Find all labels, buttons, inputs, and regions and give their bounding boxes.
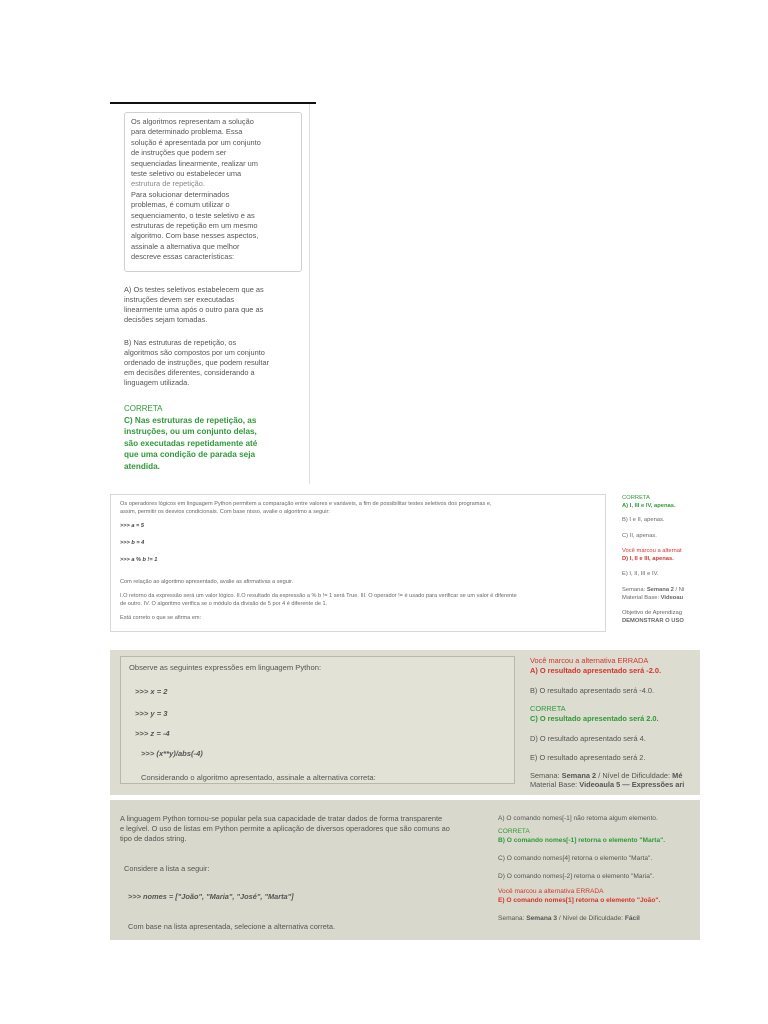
correct-line: são executadas repetidamente até: [124, 438, 258, 448]
material-info: [530, 780, 700, 790]
code-line: >>> x = 2: [135, 687, 168, 696]
intro-line: Os operadores lógicos em linguagem Python permitem a comparação entre valores e variáveis, a fim de possibilitar testes seletivos dos programas e,: [120, 501, 492, 507]
question-line: para determinado problema. Essa: [131, 127, 243, 137]
alt-a-line: linearmente uma após o outro para que as: [124, 305, 264, 314]
code-line: >>> b = 4: [120, 540, 145, 546]
answer-option-e[interactable]: E) O resultado apresentado será 2.: [530, 752, 646, 762]
week-info: [498, 914, 698, 923]
question-line: problemas, é comum utilizar o: [131, 200, 230, 210]
answer-option-b[interactable]: B) O comando nomes[-1] retorna o elemento "Marta".: [498, 837, 666, 844]
top-divider: [110, 102, 316, 104]
answer-column: [530, 656, 700, 790]
alt-a-line: decisões sejam tomadas.: [124, 315, 208, 324]
answer-option-b[interactable]: B) I e II, apenas.: [622, 517, 665, 523]
question-line: sequenciadas linearmente, realizar um: [131, 158, 258, 168]
answer-option-a[interactable]: A) O comando nomes[-1] não retorna algum elemento.: [498, 815, 658, 822]
code-line: >>> a = 5: [120, 523, 144, 529]
answer-option-b[interactable]: B) O resultado apresentado será -4.0.: [530, 685, 655, 695]
question-line: de instruções que podem ser: [131, 148, 227, 158]
question-card-logical-operators: [110, 490, 700, 642]
code-line: >>> nomes = ["João", "Maria", "José", "Marta"]: [128, 892, 294, 901]
question-line: solução é apresentada por um conjunto: [131, 137, 261, 147]
question-line: sequenciamento, o teste seletivo e as: [131, 210, 255, 220]
question-statement-box: [110, 494, 606, 632]
week-prefix: Semana:: [622, 587, 647, 593]
code-line: >>> a % b != 1: [120, 557, 158, 563]
question-card-algorithms: [110, 102, 316, 484]
alt-a-line: A) Os testes seletivos estabelecem que as: [124, 285, 264, 294]
marked-label: Você marcou a alternativa ERRADA: [530, 656, 649, 665]
week-info: [530, 771, 700, 781]
question-line: estruturas de repetição em um mesmo: [131, 221, 258, 231]
question-line: Os algoritmos representam a solução: [131, 117, 254, 126]
intro-line: tipo de dados string.: [120, 834, 187, 843]
answer-option-a[interactable]: A) I, III e IV, apenas.: [622, 503, 676, 509]
intro-line: A linguagem Python tornou-se popular pela sua capacidade de tratar dados de forma transparente: [120, 814, 443, 823]
answer-option-d[interactable]: D) O comando nomes[-2] retorna o elemento "Maria".: [498, 873, 655, 880]
week-tail: Mé: [672, 770, 683, 780]
statements-line: I.O retorno da expressão será um valor lógico. II.O resultado da expressão a % b != 1 será True. III. O operador != é usado para verificar se um valor é diferente: [120, 593, 517, 599]
correct-label: CORRETA: [124, 404, 163, 413]
answer-column: [498, 814, 698, 923]
alt-b-line: em decisões diferentes, considerando a: [124, 368, 255, 377]
correct-line: que uma condição de parada seja: [124, 450, 256, 460]
alt-b-line: linguagem utilizada.: [124, 378, 190, 387]
intro-text: Observe as seguintes expressões em linguagem Python:: [129, 663, 322, 672]
prompt-text: Com relação ao algoritmo apresentado, avalie as afirmativas a seguir.: [120, 579, 294, 585]
week-suffix: / Nível de Dificuldade:: [557, 915, 625, 922]
answer-option-c[interactable]: C) II, apenas.: [622, 533, 657, 539]
question-text: Está correto o que se afirma em:: [120, 615, 202, 621]
statements-line: de outro. IV. O algoritmo verifica se o módulo da divisão de 5 por 4 é diferente de 1.: [120, 601, 328, 607]
intro-line: assim, permitir os desvios condicionais. Com base nisso, avalie o algoritmo a seguir:: [120, 509, 330, 515]
material-prefix: Material Base:: [622, 595, 661, 601]
material-info: [622, 594, 700, 602]
intro-line: e legível. O uso de listas em Python permite a aplicação de diversos operadores que são comuns ao: [120, 824, 450, 833]
correct-line: C) Nas estruturas de repetição, as: [124, 416, 257, 425]
question-line: assinale a alternativa que melhor: [131, 241, 240, 251]
answer-option-c[interactable]: C) O resultado apresentado será 2.0.: [530, 714, 659, 724]
question-line: estrutura de repetição.: [131, 179, 205, 189]
alternative-c-correct[interactable]: [124, 415, 304, 472]
code-line: >>> z = -4: [135, 729, 170, 738]
correct-line: instruções, ou um conjunto delas,: [124, 427, 257, 437]
alt-b-line: ordenado de instruções, que podem resultar: [124, 358, 270, 367]
footer-text: Com base na lista apresentada, selecione a alternativa correta.: [128, 922, 336, 931]
code-line: >>> (x**y)/abs(-4): [141, 749, 203, 758]
week-value: Semana 3: [526, 915, 558, 922]
question-line: algoritmo. Com base nesses aspectos,: [131, 231, 259, 241]
week-tail: Fácil: [624, 915, 640, 922]
material-value: Videoau: [660, 595, 684, 601]
correct-line: atendida.: [124, 461, 160, 471]
alt-b-line: algoritmos são compostos por um conjunto: [124, 348, 265, 357]
alt-b-line: B) Nas estruturas de repetição, os: [124, 338, 237, 347]
question-statement-box: [120, 656, 515, 784]
code-line: >>> y = 3: [135, 709, 168, 718]
answer-option-c[interactable]: C) O comando nomes[4] retorna o elemento "Marta".: [498, 855, 653, 862]
answer-option-a[interactable]: A) O resultado apresentado será -2.0.: [530, 665, 662, 675]
objective-label: Objetivo de Aprendizag: [622, 610, 682, 616]
question-card-expressions: [110, 650, 700, 795]
footer-text: Considerando o algoritmo apresentado, assinale a alternativa correta:: [141, 773, 376, 782]
objective-value: DEMONSTRAR O USO: [622, 618, 684, 624]
material-prefix: Material Base:: [530, 780, 580, 790]
question-statement-box: [124, 112, 302, 272]
prompt-text: Considere a lista a seguir:: [124, 864, 210, 873]
week-prefix: Semana:: [498, 915, 527, 922]
material-value: Videoaula 5 — Expressões ari: [579, 780, 685, 790]
answer-option-d[interactable]: D) I, II e III, apenas.: [622, 556, 674, 562]
answer-option-e[interactable]: E) O comando nomes[1] retorna o elemento "João".: [498, 897, 661, 904]
week-value: Semana 2: [561, 770, 597, 780]
correct-label: CORRETA: [530, 704, 566, 714]
answer-option-d[interactable]: D) O resultado apresentado será 4.: [530, 733, 646, 743]
week-suffix: / Nível de Dificuldade:: [596, 770, 673, 780]
correct-label: CORRETA: [498, 828, 530, 835]
alt-a-line: instruções devem ser executadas: [124, 295, 235, 304]
answer-column: [622, 494, 700, 625]
week-suffix: / Ní: [673, 587, 685, 593]
marked-label: Você marcou a alternativa ERRADA: [498, 888, 604, 895]
correct-label: CORRETA: [622, 495, 650, 501]
question-line: descreve essas características:: [131, 252, 235, 262]
question-card-python-lists: [110, 800, 700, 940]
answer-option-e[interactable]: E) I, II, III e IV.: [622, 571, 659, 577]
week-prefix: Semana:: [530, 770, 562, 780]
marked-label: Você marcou a alternat: [622, 548, 682, 554]
week-value: Semana 2: [646, 587, 674, 593]
week-info: [622, 586, 700, 594]
question-line: teste seletivo ou estabelecer uma: [131, 169, 242, 179]
question-line: Para solucionar determinados: [131, 189, 230, 199]
